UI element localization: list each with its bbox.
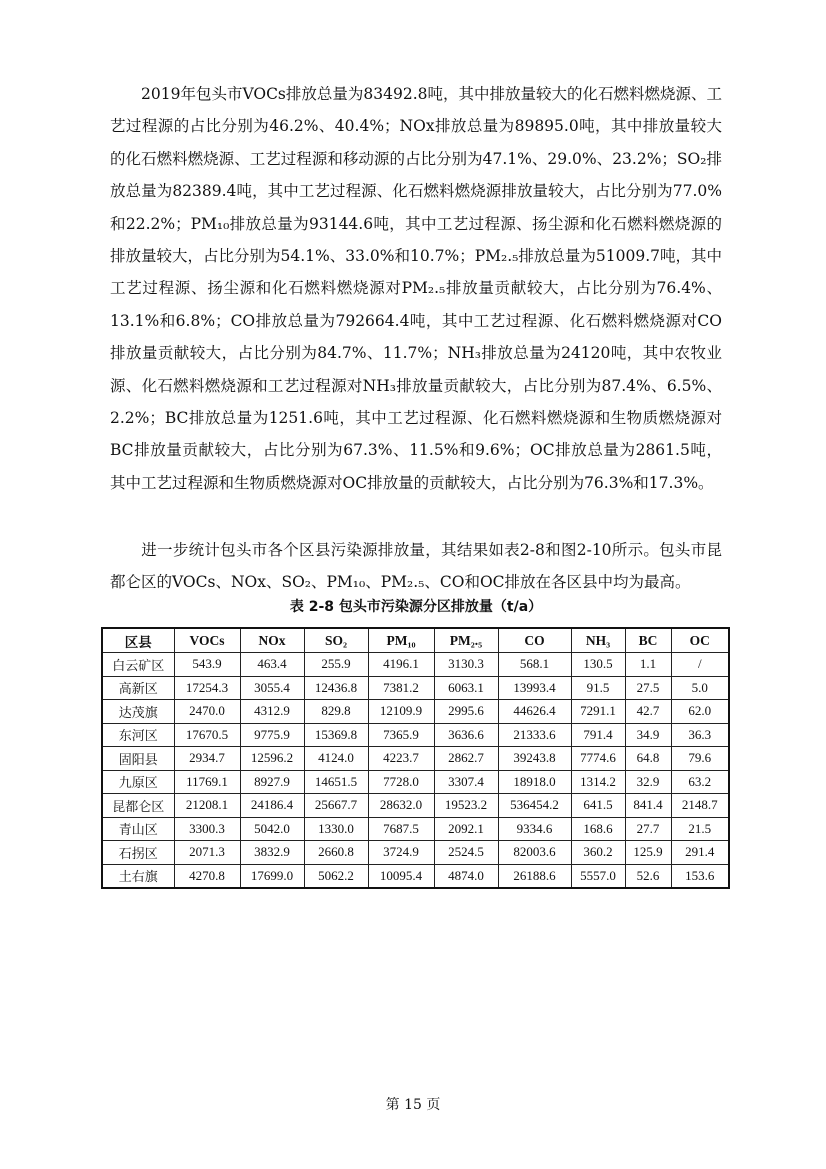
district-name-cell: 土右旗 xyxy=(102,864,174,888)
emission-value-cell: 463.4 xyxy=(240,653,304,677)
emission-value-cell: 11769.1 xyxy=(174,770,240,794)
emission-value-cell: 39243.8 xyxy=(498,747,571,771)
emission-value-cell: 9775.9 xyxy=(240,723,304,747)
header-nox: NOx xyxy=(240,628,304,653)
emission-value-cell: 6063.1 xyxy=(434,676,498,700)
emission-value-cell: 28632.0 xyxy=(368,794,434,818)
emission-value-cell: 12436.8 xyxy=(304,676,368,700)
emission-value-cell: 91.5 xyxy=(571,676,625,700)
emission-value-cell: 64.8 xyxy=(625,747,671,771)
table-row xyxy=(102,676,729,700)
emission-value-cell: 841.4 xyxy=(625,794,671,818)
emission-value-cell: 360.2 xyxy=(571,841,625,865)
district-name-cell: 达茂旗 xyxy=(102,700,174,724)
emission-value-cell: 3636.6 xyxy=(434,723,498,747)
emission-value-cell: 26188.6 xyxy=(498,864,571,888)
emission-value-cell: 34.9 xyxy=(625,723,671,747)
table-row xyxy=(102,723,729,747)
table-header-row xyxy=(102,628,729,653)
emission-value-cell: 543.9 xyxy=(174,653,240,677)
emission-value-cell: 125.9 xyxy=(625,841,671,865)
emission-value-cell: 3055.4 xyxy=(240,676,304,700)
header-pm10: PM₁₀ xyxy=(368,628,434,653)
header-oc: OC xyxy=(671,628,729,653)
emission-value-cell: 52.6 xyxy=(625,864,671,888)
emission-value-cell: 1.1 xyxy=(625,653,671,677)
header-co: CO xyxy=(498,628,571,653)
emissions-table xyxy=(101,627,730,889)
emission-value-cell: 4270.8 xyxy=(174,864,240,888)
emission-value-cell: 9334.6 xyxy=(498,817,571,841)
emission-value-cell: 130.5 xyxy=(571,653,625,677)
emission-value-cell: 4223.7 xyxy=(368,747,434,771)
emission-value-cell: 1330.0 xyxy=(304,817,368,841)
emission-value-cell: 2148.7 xyxy=(671,794,729,818)
emission-value-cell: 24186.4 xyxy=(240,794,304,818)
emission-value-cell: 12109.9 xyxy=(368,700,434,724)
emission-value-cell: 17699.0 xyxy=(240,864,304,888)
emission-value-cell: 82003.6 xyxy=(498,841,571,865)
table-row xyxy=(102,653,729,677)
header-district: 区县 xyxy=(102,628,174,653)
emission-value-cell: 4312.9 xyxy=(240,700,304,724)
emission-value-cell: 44626.4 xyxy=(498,700,571,724)
emission-value-cell: 3130.3 xyxy=(434,653,498,677)
emission-value-cell: 27.7 xyxy=(625,817,671,841)
emission-value-cell: 3724.9 xyxy=(368,841,434,865)
emission-value-cell: 19523.2 xyxy=(434,794,498,818)
table-row xyxy=(102,817,729,841)
emission-value-cell: 36.3 xyxy=(671,723,729,747)
emission-value-cell: 4196.1 xyxy=(368,653,434,677)
paragraph-district-summary xyxy=(110,534,722,599)
emission-value-cell: 62.0 xyxy=(671,700,729,724)
emission-value-cell: 10095.4 xyxy=(368,864,434,888)
paragraph-emissions-summary xyxy=(110,78,722,499)
emission-value-cell: 5.0 xyxy=(671,676,729,700)
emission-value-cell: 5557.0 xyxy=(571,864,625,888)
emission-value-cell: 21.5 xyxy=(671,817,729,841)
emission-value-cell: 3832.9 xyxy=(240,841,304,865)
emission-value-cell: 4874.0 xyxy=(434,864,498,888)
emission-value-cell: 63.2 xyxy=(671,770,729,794)
emission-value-cell: 536454.2 xyxy=(498,794,571,818)
emission-value-cell: 12596.2 xyxy=(240,747,304,771)
header-pm25: PM₂.₅ xyxy=(434,628,498,653)
emission-value-cell: 255.9 xyxy=(304,653,368,677)
header-so2: SO₂ xyxy=(304,628,368,653)
emission-value-cell: 17254.3 xyxy=(174,676,240,700)
emission-value-cell: 21333.6 xyxy=(498,723,571,747)
table-body xyxy=(102,653,729,889)
emission-value-cell: 8927.9 xyxy=(240,770,304,794)
table-row xyxy=(102,770,729,794)
emission-value-cell: / xyxy=(671,653,729,677)
district-name-cell: 高新区 xyxy=(102,676,174,700)
emission-value-cell: 568.1 xyxy=(498,653,571,677)
district-name-cell: 昆都仑区 xyxy=(102,794,174,818)
district-name-cell: 白云矿区 xyxy=(102,653,174,677)
emission-value-cell: 21208.1 xyxy=(174,794,240,818)
header-vocs: VOCs xyxy=(174,628,240,653)
emission-value-cell: 7687.5 xyxy=(368,817,434,841)
emission-value-cell: 17670.5 xyxy=(174,723,240,747)
table-row xyxy=(102,794,729,818)
page-number: 第 15 页 xyxy=(385,1097,441,1113)
emission-value-cell: 25667.7 xyxy=(304,794,368,818)
table-row xyxy=(102,864,729,888)
emission-value-cell: 2934.7 xyxy=(174,747,240,771)
paragraph-2-text: 进一步统计包头市各个区县污染源排放量，其结果如表2-8和图2-10所示。包头市昆都仑区的VOCs、NOx、SO₂、PM₁₀、PM₂.₅、CO和OC排放在各区县中均为最高。 xyxy=(110,541,722,592)
emission-value-cell: 7365.9 xyxy=(368,723,434,747)
emission-value-cell: 2092.1 xyxy=(434,817,498,841)
table-caption: 表 2-8 包头市污染源分区排放量（t/a） xyxy=(289,599,543,615)
emission-value-cell: 3307.4 xyxy=(434,770,498,794)
emission-value-cell: 15369.8 xyxy=(304,723,368,747)
emission-value-cell: 4124.0 xyxy=(304,747,368,771)
emission-value-cell: 79.6 xyxy=(671,747,729,771)
emission-value-cell: 7774.6 xyxy=(571,747,625,771)
emission-value-cell: 2470.0 xyxy=(174,700,240,724)
emission-value-cell: 291.4 xyxy=(671,841,729,865)
table-row xyxy=(102,700,729,724)
emission-value-cell: 27.5 xyxy=(625,676,671,700)
emission-value-cell: 2524.5 xyxy=(434,841,498,865)
district-name-cell: 九原区 xyxy=(102,770,174,794)
district-name-cell: 固阳县 xyxy=(102,747,174,771)
emission-value-cell: 32.9 xyxy=(625,770,671,794)
emission-value-cell: 1314.2 xyxy=(571,770,625,794)
emission-value-cell: 829.8 xyxy=(304,700,368,724)
emission-value-cell: 7728.0 xyxy=(368,770,434,794)
emission-value-cell: 14651.5 xyxy=(304,770,368,794)
emission-value-cell: 5042.0 xyxy=(240,817,304,841)
district-name-cell: 青山区 xyxy=(102,817,174,841)
emission-value-cell: 3300.3 xyxy=(174,817,240,841)
emission-value-cell: 641.5 xyxy=(571,794,625,818)
paragraph-1-text: 2019年包头市VOCs排放总量为83492.8吨，其中排放量较大的化石燃料燃烧源、工艺过程源的占比分别为46.2%、40.4%；NOx排放总量为89895.0吨，其中排放量较大的化石燃料燃烧源、工艺过程源和移动源的占比分别为47.1%、29.0%、23.2%；SO₂排放总量为82389.4吨，其中工艺过程源、化石燃料燃烧源排放量较大，占比分别为77.0%和22.2%；PM₁₀排放总量为93144.6吨，其中工艺过程源、扬尘源和化石燃料燃烧源的排放量较大，占比分别为54.1%、33.0%和10.7%；PM₂.₅排放总量为51009.7吨，其中工艺过程源、扬尘源和化石燃料燃烧源对PM₂.₅排放量贡献较大，占比分别为76.4%、13.1%和6.8%；CO排放总量为792664.4吨，其中工艺过程源、化石燃料燃烧源对CO排放量贡献较大，占比分别为84.7%、11.7%；NH₃排放总量为24120吨，其中农牧业源、化石燃料燃烧源和工艺过程源对NH₃排放量贡献较大，占比分别为87.4%、6.5%、2.2%；BC排放总量为1251.6吨，其中工艺过程源、化石燃料燃烧源和生物质燃烧源对BC排放量贡献较大，占比分别为67.3%、11.5%和9.6%；OC排放总量为2861.5吨，其中工艺过程源和生物质燃烧源对OC排放量的贡献较大，占比分别为76.3%和17.3%。 xyxy=(110,85,722,492)
district-name-cell: 石拐区 xyxy=(102,841,174,865)
emission-value-cell: 153.6 xyxy=(671,864,729,888)
emission-value-cell: 791.4 xyxy=(571,723,625,747)
emission-value-cell: 18918.0 xyxy=(498,770,571,794)
emission-value-cell: 7381.2 xyxy=(368,676,434,700)
emission-value-cell: 2995.6 xyxy=(434,700,498,724)
emission-value-cell: 2660.8 xyxy=(304,841,368,865)
header-nh3: NH₃ xyxy=(571,628,625,653)
emission-value-cell: 7291.1 xyxy=(571,700,625,724)
table-row xyxy=(102,841,729,865)
emission-value-cell: 2862.7 xyxy=(434,747,498,771)
emission-value-cell: 2071.3 xyxy=(174,841,240,865)
district-name-cell: 东河区 xyxy=(102,723,174,747)
table-row xyxy=(102,747,729,771)
emission-value-cell: 42.7 xyxy=(625,700,671,724)
header-bc: BC xyxy=(625,628,671,653)
emission-value-cell: 13993.4 xyxy=(498,676,571,700)
emission-value-cell: 168.6 xyxy=(571,817,625,841)
emission-value-cell: 5062.2 xyxy=(304,864,368,888)
